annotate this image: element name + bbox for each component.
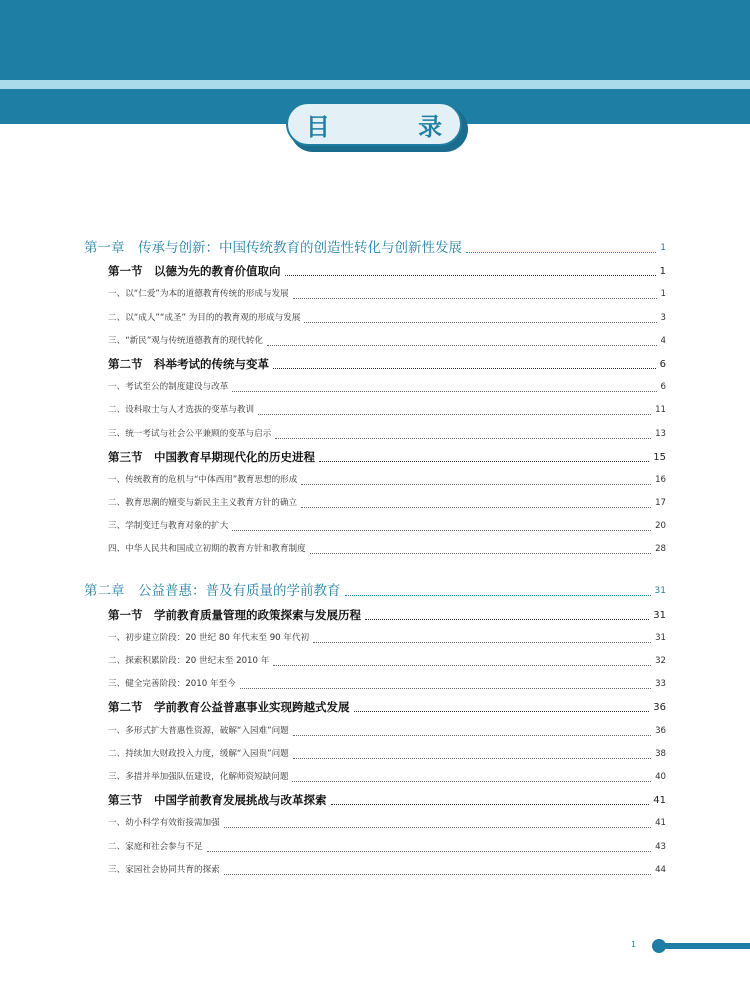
toc-chapter[interactable] [84,576,666,600]
toc-section-page-number: 6 [659,358,666,370]
toc-section[interactable] [84,600,666,623]
toc-item-title: 一、多形式扩大普惠性资源，破解“入园难”问题 [108,725,289,736]
toc-item[interactable] [84,763,666,786]
toc-item-page-number: 1 [660,289,666,300]
footer-page-number: 1 [631,940,637,949]
dot-leader [224,826,651,828]
title-pill [286,102,483,146]
toc-item-page-number: 11 [655,405,666,416]
toc-item-page-number: 28 [655,544,666,555]
toc-item[interactable] [84,535,666,558]
toc-item[interactable] [84,396,666,419]
toc-item[interactable] [84,512,666,535]
toc-section[interactable] [84,257,666,280]
dot-leader [273,664,651,666]
toc-item[interactable] [84,740,666,763]
toc-section-title: 第一节 学前教育质量管理的政策探索与发展历程 [108,607,361,622]
chapter-spacer [84,558,666,576]
dot-leader [293,297,657,299]
dot-leader [345,594,651,596]
toc-item-title: 一、以“仁爱”为本的道德教育传统的形成与发展 [108,289,289,300]
toc-item[interactable] [84,856,666,879]
toc-item-title: 三、“新民”观与传统道德教育的现代转化 [108,335,263,346]
toc-item-page-number: 41 [655,818,666,829]
dot-leader [331,803,650,805]
dot-leader [258,413,651,415]
toc-chapter-title: 第二章 公益普惠：普及有质量的学前教育 [84,583,341,600]
toc-section-title: 第二节 科举考试的传统与变革 [108,356,269,371]
dot-leader [273,367,656,369]
toc-item[interactable] [84,466,666,489]
toc-item-page-number: 43 [655,841,666,852]
toc-item-title: 二、家庭和社会参与不足 [108,841,203,852]
dot-leader [275,437,651,439]
toc-section-page-number: 31 [653,609,666,621]
dot-leader [304,321,656,323]
toc-item[interactable] [84,327,666,350]
dot-leader [365,618,649,620]
toc-item[interactable] [84,716,666,739]
toc-item-page-number: 6 [660,382,666,393]
toc-section-page-number: 36 [653,702,666,714]
dot-leader [293,734,651,736]
toc-section-page-number: 41 [653,795,666,807]
toc-chapter-page-number: 31 [654,586,666,597]
toc-item-title: 二、设科取士与人才选拔的变革与教训 [108,405,255,416]
toc-item[interactable] [84,670,666,693]
toc-item-page-number: 38 [655,748,666,759]
toc-item-title: 三、多措并举加强队伍建设，化解师资短缺问题 [108,771,289,782]
page-title: 目 录 [305,111,483,141]
toc-item[interactable] [84,419,666,442]
toc-item-page-number: 44 [655,864,666,875]
dot-leader [301,483,651,485]
toc-item-title: 二、以“成人”“成圣” 为目的的教育观的形成与发展 [108,312,301,323]
dot-leader [466,251,656,253]
toc-section-page-number: 15 [653,451,666,463]
dot-leader [301,506,651,508]
dot-leader [313,641,651,643]
toc-item[interactable] [84,489,666,512]
toc-item-page-number: 32 [655,656,666,666]
toc-item-page-number: 4 [660,335,666,346]
toc-item-page-number: 3 [660,312,666,323]
toc-section-title: 第一节 以德为先的教育价值取向 [108,264,281,279]
toc-chapter-title: 第一章 传承与创新：中国传统教育的创造性转化与创新性发展 [84,240,462,256]
toc-section[interactable] [84,443,666,466]
toc-item-page-number: 36 [655,725,666,736]
toc-item-page-number: 16 [655,474,666,485]
toc-item-title: 三、健全完善阶段：2010 年至今 [108,679,236,690]
toc-item-page-number: 40 [655,771,666,782]
toc-item[interactable] [84,373,666,396]
dot-leader [310,552,651,554]
toc-item-title: 三、家园社会协同共育的探索 [108,864,220,875]
toc-section[interactable] [84,786,666,809]
toc-section[interactable] [84,693,666,716]
toc-item-title: 二、持续加大财政投入力度，缓解“入园贵”问题 [108,748,289,759]
toc-item-page-number: 20 [655,521,666,532]
toc-item-title: 三、学制变迁与教育对象的扩大 [108,521,229,532]
toc-item-title: 一、幼小科学有效衔接需加强 [108,818,220,829]
dot-leader [292,780,651,782]
toc-chapter-page-number: 1 [660,243,666,253]
table-of-contents [84,233,666,879]
toc-item-title: 一、初步建立阶段：20 世纪 80 年代末至 90 年代初 [108,632,310,643]
toc-section-title: 第三节 中国学前教育发展挑战与改革探索 [108,793,327,808]
toc-section-title: 第二节 学前教育公益普惠事业实现跨越式发展 [108,700,350,715]
toc-item-page-number: 17 [655,498,666,509]
toc-item[interactable] [84,624,666,647]
toc-item-page-number: 33 [655,679,666,690]
toc-item-title: 一、考试至公的制度建设与改革 [108,382,229,393]
toc-item-page-number: 31 [655,632,666,643]
toc-item-title: 二、教育思潮的嬗变与新民主主义教育方针的确立 [108,498,298,509]
header-band [0,0,750,80]
header-stripe [0,80,750,89]
dot-leader [224,873,651,875]
dot-leader [232,390,656,392]
toc-item[interactable] [84,809,666,832]
dot-leader [354,710,650,712]
toc-item-title: 三、统一考试与社会公平兼顾的变革与启示 [108,428,272,439]
toc-item[interactable] [84,647,666,670]
dot-leader [267,344,657,346]
toc-item[interactable] [84,832,666,855]
toc-section[interactable] [84,350,666,373]
dot-leader [240,687,651,689]
toc-section-title: 第三节 中国教育早期现代化的历史进程 [108,449,315,464]
dot-leader [319,460,649,462]
toc-item-title: 四、中华人民共和国成立初期的教育方针和教育制度 [108,544,306,555]
dot-leader [232,529,651,531]
footer-line-ornament [660,943,750,949]
dot-leader [293,757,651,759]
dot-leader [207,850,652,852]
dot-leader [285,274,656,276]
toc-item-title: 二、探索积累阶段：20 世纪末至 2010 年 [108,656,270,666]
toc-chapter[interactable] [84,233,666,257]
toc-section-page-number: 1 [659,266,666,278]
toc-item[interactable] [84,280,666,303]
toc-item-page-number: 13 [655,428,666,439]
toc-item[interactable] [84,303,666,326]
toc-item-title: 一、传统教育的危机与“中体西用”教育思想的形成 [108,474,298,485]
